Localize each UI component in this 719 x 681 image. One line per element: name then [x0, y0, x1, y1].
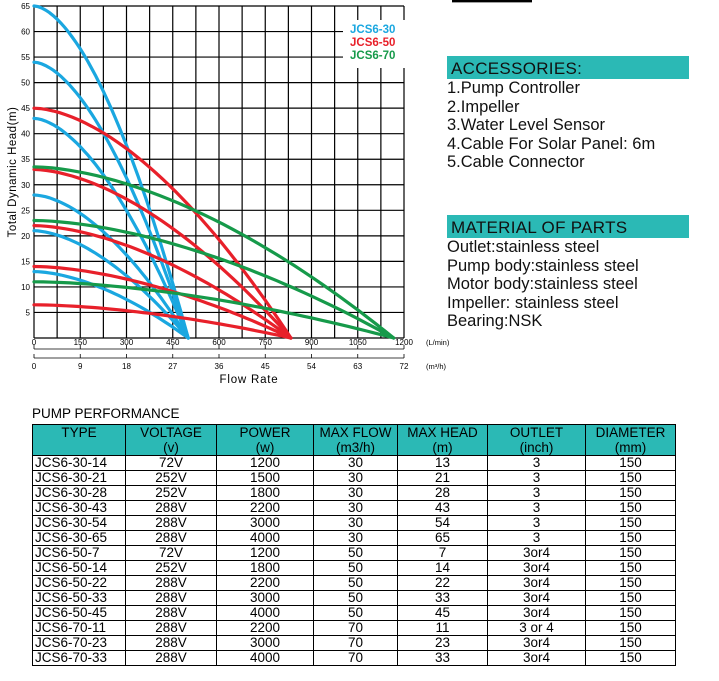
table-cell: 30: [314, 501, 398, 516]
table-cell: 65: [398, 531, 488, 546]
table-cell: 23: [398, 636, 488, 651]
table-cell: 150: [586, 501, 676, 516]
table-cell: 288V: [126, 651, 217, 666]
legend-entry: JCS6-30: [350, 24, 396, 36]
x-primary-tick-label: 600: [212, 338, 226, 347]
x-primary-unit: (L/min): [426, 338, 450, 347]
table-cell: 3or4: [488, 651, 586, 666]
x-axis-label: Flow Rate: [219, 374, 279, 386]
y-tick-label: 10: [21, 282, 30, 292]
table-cell: 150: [586, 651, 676, 666]
column-header: POWER (w): [217, 425, 314, 456]
accessories-title: ACCESSORIES:: [447, 56, 689, 79]
table-row: [33, 606, 676, 621]
table-cell: 150: [586, 456, 676, 471]
material-item: Motor body:stainless steel: [447, 275, 638, 293]
table-cell: JCS6-30-28: [33, 486, 126, 501]
x-primary-tick-label: 750: [258, 338, 272, 347]
x-secondary-tick-label: 18: [122, 362, 131, 371]
table-cell: 50: [314, 606, 398, 621]
y-tick-label: 55: [21, 53, 30, 63]
column-header: OUTLET (inch): [488, 425, 586, 456]
table-cell: JCS6-50-22: [33, 576, 126, 591]
x-primary-tick-label: 300: [119, 338, 134, 347]
x-primary-tick-label: 1050: [348, 338, 367, 347]
y-tick-label: 35: [21, 155, 30, 165]
table-cell: 3or4: [488, 546, 586, 561]
table-cell: 50: [314, 546, 398, 561]
table-cell: 150: [586, 621, 676, 636]
table-row: [33, 531, 676, 546]
table-cell: JCS6-70-11: [33, 621, 126, 636]
table-cell: 30: [314, 531, 398, 546]
table-cell: JCS6-70-23: [33, 636, 126, 651]
table-cell: JCS6-30-14: [33, 456, 126, 471]
table-cell: 3 or 4: [488, 621, 586, 636]
accessories-item: 3.Water Level Sensor: [447, 116, 606, 134]
table-cell: 288V: [126, 636, 217, 651]
table-row: [33, 636, 676, 651]
x-primary-tick-label: 450: [166, 338, 180, 347]
table-cell: 3000: [217, 636, 314, 651]
table-cell: 13: [398, 456, 488, 471]
x-primary-tick-label: 900: [304, 338, 319, 347]
table-cell: 150: [586, 516, 676, 531]
table-cell: 70: [314, 636, 398, 651]
table-cell: 2200: [217, 621, 314, 636]
table-cell: 4000: [217, 651, 314, 666]
table-cell: 3: [488, 471, 586, 486]
table-cell: 1800: [217, 486, 314, 501]
table-cell: 150: [586, 606, 676, 621]
x-secondary-tick-label: 54: [307, 362, 316, 371]
table-cell: 1200: [217, 456, 314, 471]
table-cell: 22: [398, 576, 488, 591]
table-cell: 33: [398, 591, 488, 606]
y-tick-label: 15: [21, 257, 30, 267]
table-row: [33, 516, 676, 531]
table-cell: 4000: [217, 606, 314, 621]
table-cell: 1500: [217, 471, 314, 486]
table-row: [33, 456, 676, 471]
material-title: MATERIAL OF PARTS: [447, 215, 689, 238]
y-tick-label: 45: [21, 104, 30, 114]
table-cell: 3: [488, 516, 586, 531]
table-cell: 150: [586, 561, 676, 576]
y-tick-label: 60: [21, 27, 30, 37]
table-cell: JCS6-30-43: [33, 501, 126, 516]
table-row: [33, 591, 676, 606]
table-cell: 288V: [126, 606, 217, 621]
table-cell: 288V: [126, 501, 217, 516]
accessories-item: 5.Cable Connector: [447, 153, 585, 171]
material-list: [447, 238, 639, 331]
table-cell: 3000: [217, 516, 314, 531]
table-cell: 3or4: [488, 576, 586, 591]
table-row: [33, 651, 676, 666]
column-header: TYPE: [33, 425, 126, 456]
table-cell: 3or4: [488, 636, 586, 651]
table-cell: 28: [398, 486, 488, 501]
table-cell: 14: [398, 561, 488, 576]
x-primary-tick-label: 150: [73, 338, 87, 347]
table-cell: 30: [314, 471, 398, 486]
table-cell: 33: [398, 651, 488, 666]
table-cell: 252V: [126, 561, 217, 576]
table-cell: 3: [488, 486, 586, 501]
table-cell: 3: [488, 501, 586, 516]
table-cell: 50: [314, 576, 398, 591]
material-item: Pump body:stainless steel: [447, 256, 639, 275]
table-row: [33, 546, 676, 561]
table-row: [33, 561, 676, 576]
table-cell: 3or4: [488, 591, 586, 606]
y-tick-label: 20: [21, 231, 30, 241]
table-cell: 2200: [217, 501, 314, 516]
table-cell: 30: [314, 516, 398, 531]
table-cell: 150: [586, 636, 676, 651]
material-item: Impeller: stainless steel: [447, 293, 619, 312]
y-tick-label: 65: [21, 2, 30, 11]
accessories-item: 1.Pump Controller: [447, 79, 580, 97]
table-cell: 288V: [126, 576, 217, 591]
table-cell: 150: [586, 471, 676, 486]
table-cell: 50: [314, 561, 398, 576]
table-cell: 72V: [126, 456, 217, 471]
material-item: Bearing:NSK: [447, 312, 543, 330]
table-cell: 30: [314, 486, 398, 501]
table-cell: 1800: [217, 561, 314, 576]
x-primary-tick-label: 1200: [395, 338, 413, 347]
table-cell: JCS6-30-21: [33, 471, 126, 486]
table-cell: JCS6-50-45: [33, 606, 126, 621]
table-cell: JCS6-70-33: [33, 651, 126, 666]
table-cell: JCS6-30-54: [33, 516, 126, 531]
legend-entry: JCS6-50: [350, 37, 396, 49]
y-tick-label: 40: [21, 129, 30, 139]
table-cell: 150: [586, 546, 676, 561]
x-secondary-tick-label: 27: [168, 362, 178, 371]
table-cell: 54: [398, 516, 488, 531]
column-header: DIAMETER (mm): [586, 425, 676, 456]
table-cell: 150: [586, 486, 676, 501]
x-secondary-tick-label: 45: [260, 362, 270, 371]
table-cell: 70: [314, 621, 398, 636]
table-row: [33, 576, 676, 591]
table-cell: 7: [398, 546, 488, 561]
table-cell: 3: [488, 531, 586, 546]
table-cell: 252V: [126, 471, 217, 486]
table-cell: 43: [398, 501, 488, 516]
table-cell: 45: [398, 606, 488, 621]
table-cell: 288V: [126, 516, 217, 531]
x-secondary-unit: (m³/h): [426, 362, 446, 371]
table-cell: 3or4: [488, 606, 586, 621]
table-row: [33, 621, 676, 636]
table-cell: JCS6-30-65: [33, 531, 126, 546]
x-secondary-tick-label: 72: [399, 362, 409, 371]
curve-JCS6-70-23: [34, 221, 394, 339]
table-cell: 288V: [126, 621, 217, 636]
table-cell: 70: [314, 651, 398, 666]
table-cell: 50: [314, 591, 398, 606]
table-cell: 3: [488, 456, 586, 471]
table-cell: 150: [586, 576, 676, 591]
column-header: MAX FLOW (m3/h): [314, 425, 398, 456]
table-row: [33, 486, 676, 501]
table-cell: 30: [314, 456, 398, 471]
table-cell: 252V: [126, 486, 217, 501]
y-tick-label: 50: [21, 78, 30, 88]
column-header: MAX HEAD (m): [398, 425, 488, 456]
table-cell: JCS6-50-14: [33, 561, 126, 576]
table-cell: 21: [398, 471, 488, 486]
table-cell: 11: [398, 621, 488, 636]
legend-entry: JCS6-70: [350, 50, 396, 62]
y-tick-label: 30: [21, 180, 30, 190]
table-cell: 4000: [217, 531, 314, 546]
table-cell: JCS6-50-33: [33, 591, 126, 606]
table-cell: 288V: [126, 531, 217, 546]
table-cell: 150: [586, 591, 676, 606]
x-secondary-tick-label: 9: [78, 362, 83, 371]
table-cell: 150: [586, 531, 676, 546]
x-secondary-tick-label: 63: [353, 362, 363, 371]
table-cell: 3or4: [488, 561, 586, 576]
y-tick-label: 5: [25, 308, 30, 318]
table-cell: 1200: [217, 546, 314, 561]
performance-table: [32, 424, 676, 666]
table-cell: JCS6-50-7: [33, 546, 126, 561]
column-header: VOLTAGE (v): [126, 425, 217, 456]
table-cell: 288V: [126, 591, 217, 606]
accessories-list: [447, 79, 655, 172]
table-cell: 3000: [217, 591, 314, 606]
table-row: [33, 501, 676, 516]
y-tick-label: 25: [21, 206, 30, 216]
x-secondary-tick-label: 0: [31, 362, 37, 371]
material-item: Outlet:stainless steel: [447, 238, 600, 256]
x-primary-tick-label: 0: [31, 338, 37, 347]
table-row: [33, 471, 676, 486]
performance-title: PUMP PERFORMANCE: [32, 406, 180, 421]
accessories-item: 4.Cable For Solar Panel: 6m: [447, 134, 656, 153]
x-secondary-tick-label: 36: [214, 362, 224, 371]
accessories-item: 2.Impeller: [447, 97, 520, 116]
table-cell: 2200: [217, 576, 314, 591]
table-cell: 72V: [126, 546, 217, 561]
y-axis-label: Total Dynamic Head(m): [7, 106, 19, 238]
